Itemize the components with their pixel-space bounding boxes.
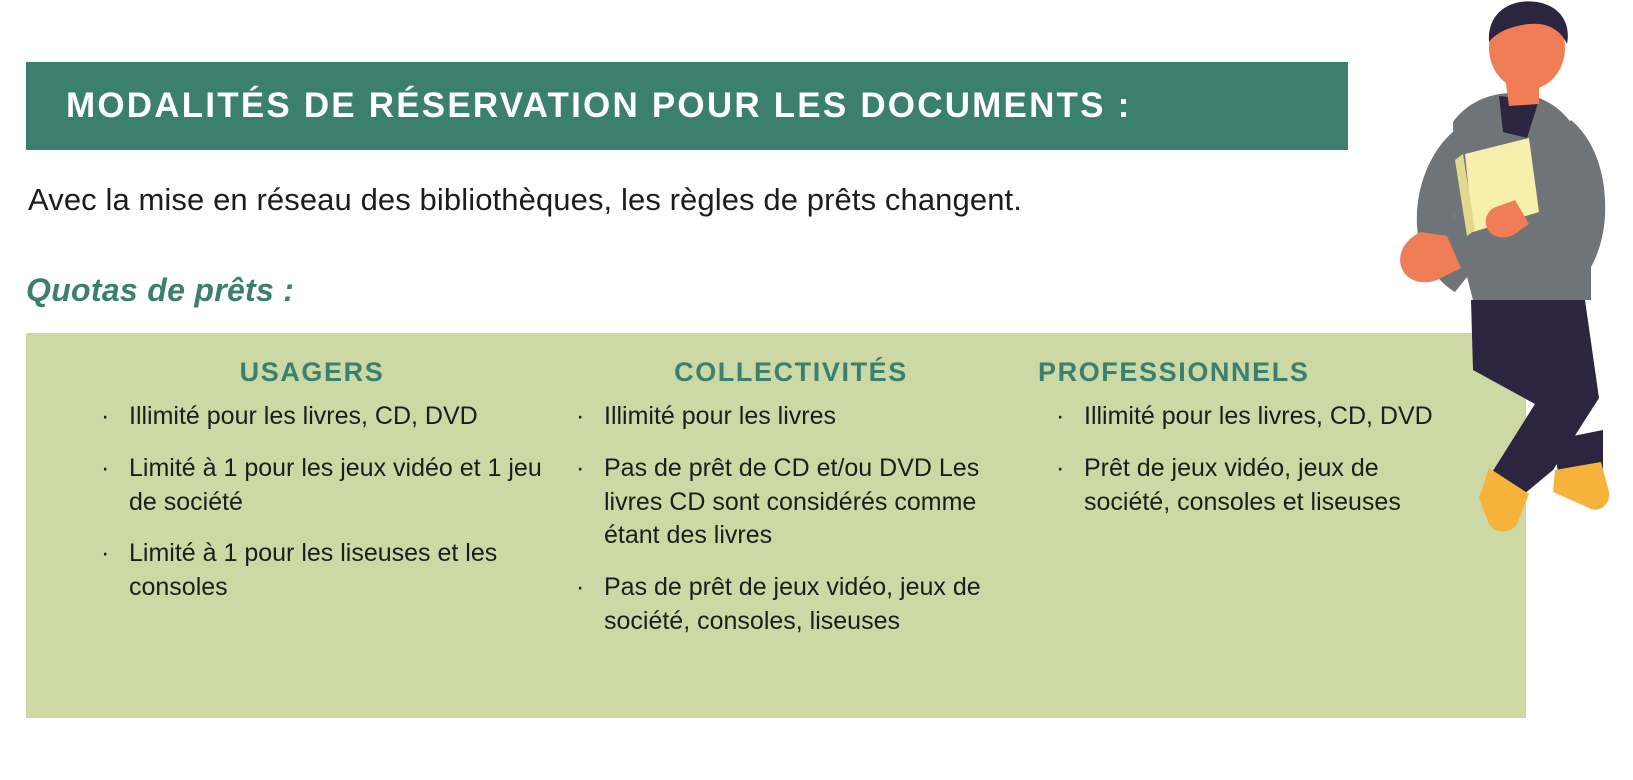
section-subtitle: Quotas de prêts : — [26, 272, 295, 308]
column-heading-collectivites: COLLECTIVITÉS — [674, 357, 908, 387]
bullet-icon: · — [101, 539, 110, 568]
bullet-icon: · — [1056, 453, 1065, 482]
quota-list-professionnels — [1036, 400, 1436, 519]
column-heading-professionnels: PROFESSIONNELS — [1038, 357, 1310, 387]
list-item-text: Pas de prêt de jeux vidéo, jeux de société, consoles, liseuses — [604, 573, 981, 635]
list-item — [556, 571, 1026, 639]
bullet-icon: · — [576, 573, 585, 601]
quota-panel — [26, 333, 1526, 718]
list-item — [81, 452, 551, 520]
list-item-text: Pas de prêt de CD et/ou DVD Les livres CD sont considérés comme étant des livres — [604, 453, 980, 550]
intro-paragraph: Avec la mise en réseau des bibliothèques, les règles de prêts changent. — [28, 182, 1022, 217]
quota-list-collectivites — [556, 400, 1026, 639]
column-heading-usagers: USAGERS — [239, 357, 385, 387]
quota-column-professionnels — [1036, 333, 1436, 537]
page-title: MODALITÉS DE RÉSERVATION POUR LES DOCUMENTS : — [66, 86, 1132, 125]
list-item-text: Illimité pour les livres, CD, DVD — [1084, 402, 1433, 430]
bullet-icon: · — [101, 402, 110, 430]
bullet-icon: · — [101, 453, 110, 482]
list-item — [1036, 452, 1436, 520]
list-item-text: Limité à 1 pour les liseuses et les consoles — [129, 539, 498, 601]
list-item — [1036, 400, 1436, 434]
title-banner — [26, 62, 1348, 150]
list-item-text: Illimité pour les livres — [604, 402, 837, 430]
list-item-text: Prêt de jeux vidéo, jeux de société, consoles et liseuses — [1084, 453, 1401, 516]
list-item — [81, 400, 551, 434]
list-item — [556, 400, 1026, 434]
quota-list-usagers — [81, 400, 551, 605]
bullet-icon: · — [1056, 402, 1065, 430]
list-item — [556, 452, 1026, 553]
bullet-icon: · — [576, 402, 585, 430]
list-item-text: Limité à 1 pour les jeux vidéo et 1 jeu de société — [129, 453, 542, 516]
bullet-icon: · — [576, 453, 585, 482]
quota-column-usagers — [81, 333, 551, 623]
quota-column-collectivites — [556, 333, 1026, 657]
list-item-text: Illimité pour les livres, CD, DVD — [129, 402, 478, 430]
list-item — [81, 537, 551, 605]
